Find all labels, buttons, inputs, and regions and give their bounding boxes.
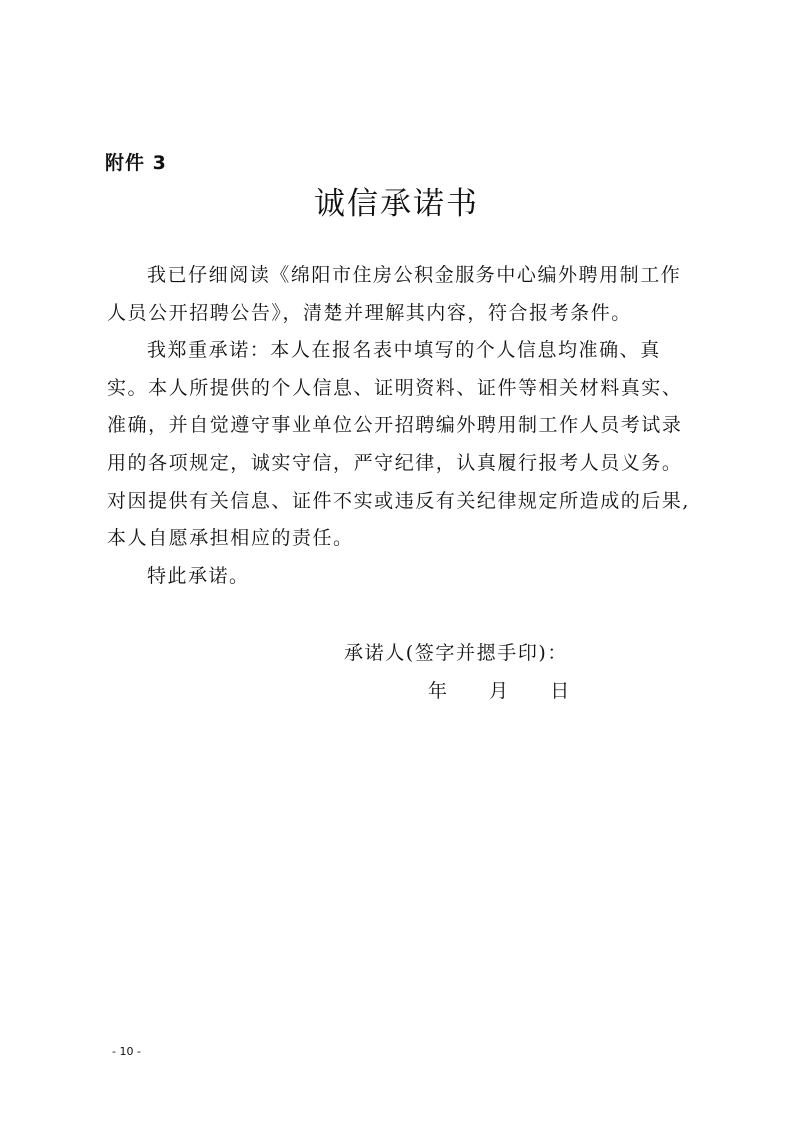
document-title: 诚信承诺书	[314, 186, 479, 222]
page-number: - 10 -	[112, 1045, 141, 1058]
date-line	[428, 675, 569, 707]
date-month-label: 月	[489, 680, 509, 702]
signature-label: 承诺人(签字并摁手印)：	[344, 642, 569, 664]
date-year-label: 年	[428, 680, 448, 702]
date-day-label: 日	[550, 680, 570, 702]
paragraph-reading-statement: 我已仔细阅读《绵阳市住房公积金服务中心编外聘用制工作人员公开招聘公告》，清楚并理解其内容，符合报考条件。	[107, 264, 682, 324]
commitment-body	[107, 257, 692, 595]
paragraph-commitment: 我郑重承诺：本人在报名表中填写的个人信息均准确、真实。本人所提供的个人信息、证明资料、证件等相关材料真实、准确，并自觉遵守事业单位公开招聘编外聘用制工作人员考试录用的各项规定，诚实守信，严守纪律，认真履行报考人员义务。对因提供有关信息、证件不实或违反有关纪律规定所造成的后果,本人自愿承担相应的责任。	[107, 339, 690, 550]
paragraph-closing: 特此承诺。	[147, 564, 250, 587]
attachment-label: 附件 3	[105, 152, 167, 174]
